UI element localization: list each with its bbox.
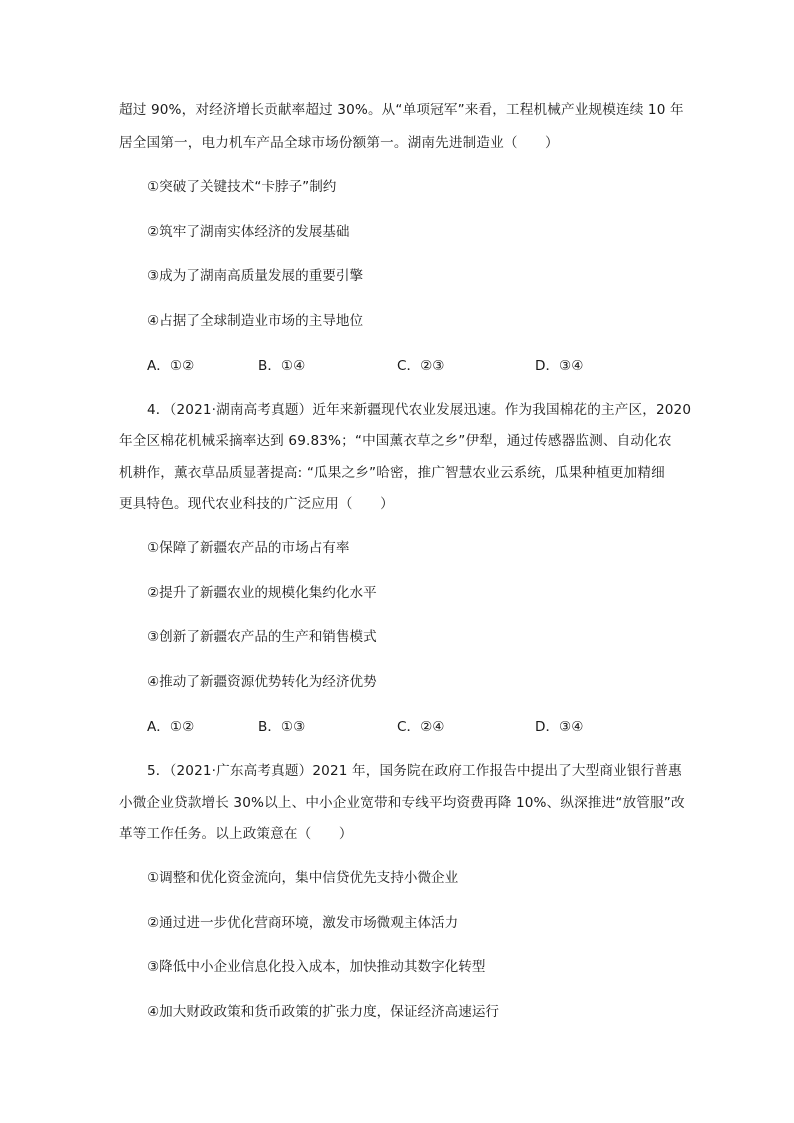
q5-stem-line-2: 小微企业贷款增长 30%以上、中小企业宽带和专线平均资费再降 10%、纵深推进“放管服”改 — [119, 795, 685, 811]
q3-option-4: ④占据了全球制造业市场的主导地位 — [147, 313, 364, 329]
q3-stem-line-1: 超过 90%，对经济增长贡献率超过 30%。从“单项冠军”来看，工程机械产业规模连续 10 年 — [119, 102, 684, 118]
q4-stem-line-4: 更具特色。现代农业科技的广泛应用（ ） — [119, 496, 394, 512]
q4-stem-line-3: 机耕作，薰衣草品质显著提高: “瓜果之乡”哈密，推广智慧农业云系统，瓜果种植更加精细 — [119, 465, 665, 481]
q5-option-4: ④加大财政政策和货币政策的扩张力度，保证经济高速运行 — [147, 1004, 500, 1020]
q3-choice-d[interactable]: D．③④ — [535, 358, 584, 374]
q4-choice-b[interactable]: B．①③ — [258, 719, 306, 735]
q3-choice-c[interactable]: C．②③ — [397, 358, 445, 374]
q5-stem-line-1: 5．（2021·广东高考真题）2021 年，国务院在政府工作报告中提出了大型商业银行普惠 — [147, 763, 682, 779]
q3-choice-a[interactable]: A．①② — [147, 358, 195, 374]
q4-option-3: ③创新了新疆农产品的生产和销售模式 — [147, 629, 377, 645]
q4-choice-c[interactable]: C．②④ — [397, 719, 445, 735]
q5-option-3: ③降低中小企业信息化投入成本，加快推动其数字化转型 — [147, 959, 486, 975]
q5-option-2: ②通过进一步优化营商环境，激发市场微观主体活力 — [147, 915, 459, 931]
q5-stem-line-3: 革等工作任务。以上政策意在（ ） — [119, 826, 353, 842]
q3-stem-line-2: 居全国第一，电力机车产品全球市场份额第一。湖南先进制造业（ ） — [119, 135, 559, 151]
q3-choice-b[interactable]: B．①④ — [258, 358, 306, 374]
q3-option-3: ③成为了湖南高质量发展的重要引擎 — [147, 268, 364, 284]
q4-choice-a[interactable]: A．①② — [147, 719, 195, 735]
q4-option-4: ④推动了新疆资源优势转化为经济优势 — [147, 674, 377, 690]
q3-option-1: ①突破了关键技术“卡脖子”制约 — [147, 179, 337, 195]
q3-option-2: ②筑牢了湖南实体经济的发展基础 — [147, 224, 350, 240]
q4-stem-line-1: 4．（2021·湖南高考真题）近年来新疆现代农业发展迅速。作为我国棉花的主产区，2020 — [147, 402, 692, 418]
q4-stem-line-2: 年全区棉花机械采摘率达到 69.83%；“中国薰衣草之乡”伊犁，通过传感器监测、自动化农 — [119, 433, 672, 449]
q5-option-1: ①调整和优化资金流向，集中信贷优先支持小微企业 — [147, 870, 459, 886]
q4-choice-d[interactable]: D．③④ — [535, 719, 584, 735]
q4-option-1: ①保障了新疆农产品的市场占有率 — [147, 540, 350, 556]
q4-option-2: ②提升了新疆农业的规模化集约化水平 — [147, 585, 377, 601]
